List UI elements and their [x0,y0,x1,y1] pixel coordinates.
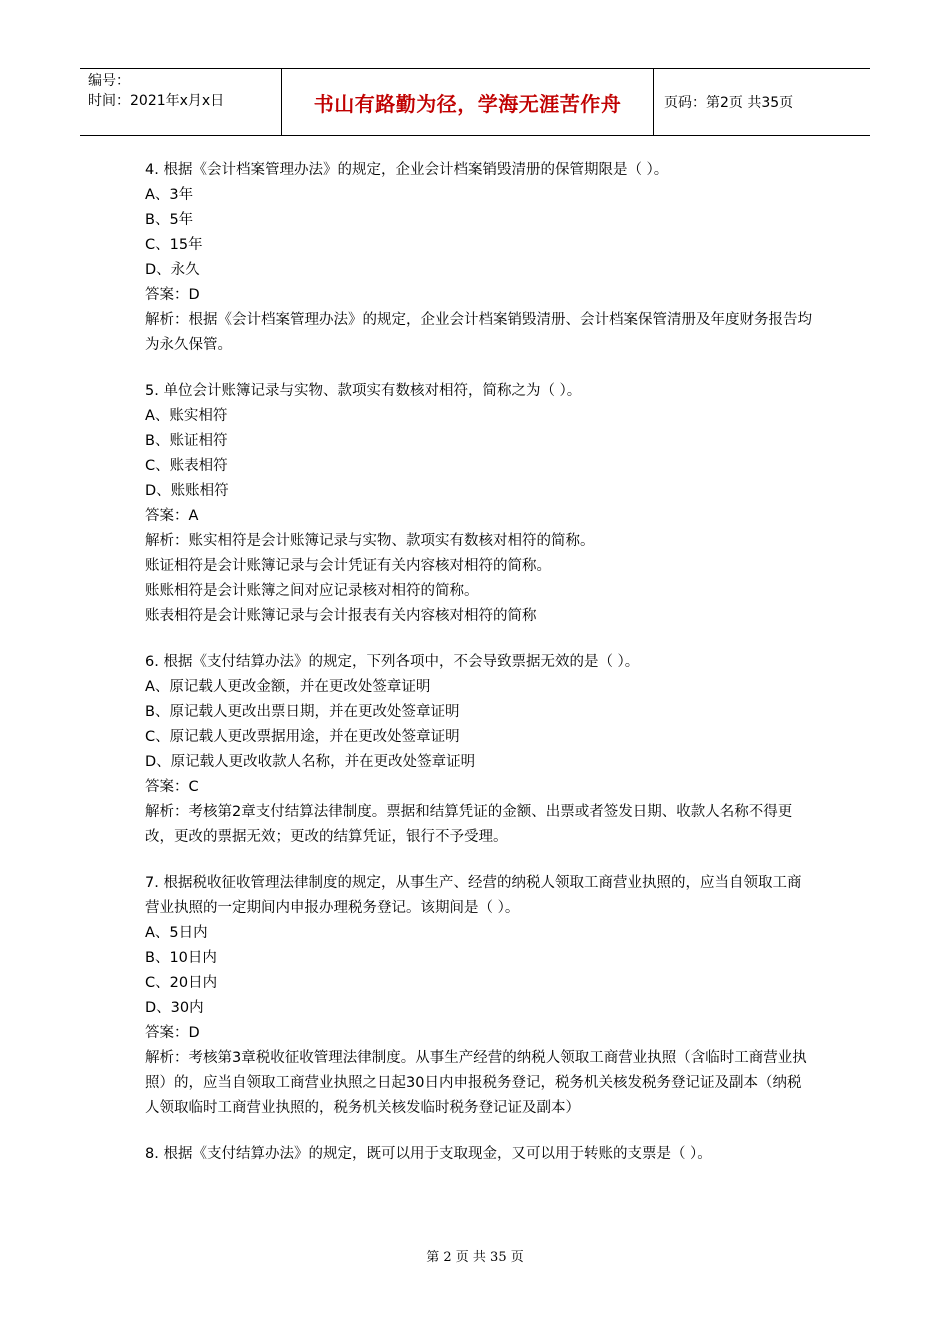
header-meta [80,69,282,135]
question-option: C、20日内 [145,975,218,991]
question-block [145,650,815,850]
question-option: A、3年 [145,187,194,203]
question-option: D、账账相符 [145,483,229,499]
question-option: C、账表相符 [145,458,228,474]
question-block [145,158,815,358]
question-option: B、5年 [145,212,194,228]
question-block [145,379,815,629]
question-option: B、原记载人更改出票日期，并在更改处签章证明 [145,704,460,720]
question-answer: 答案：D [145,1025,200,1041]
question-stem: 4. 根据《会计档案管理办法》的规定，企业会计档案销毁清册的保管期限是（ ）。 [145,162,669,178]
page-header [80,68,870,136]
page-footer: 第 2 页 共 35 页 [426,1250,524,1265]
header-motto-cell [282,69,654,135]
question-option: A、5日内 [145,925,208,941]
question-answer: 答案：D [145,287,200,303]
question-analysis: 解析：根据《会计档案管理办法》的规定，企业会计档案销毁清册、会计档案保管清册及年度财务报告均为永久保管。 [145,312,812,353]
question-analysis: 解析：考核第2章支付结算法律制度。票据和结算凭证的金额、出票或者签发日期、收款人名称不得更改，更改的票据无效；更改的结算凭证，银行不予受理。 [145,804,793,845]
question-option: A、账实相符 [145,408,228,424]
question-stem: 8. 根据《支付结算办法》的规定，既可以用于支取现金，又可以用于转账的支票是（ ）。 [145,1146,712,1162]
question-option: D、30内 [145,1000,204,1016]
header-page-label: 页码：第2页 共35页 [664,95,794,111]
header-page-cell [654,69,870,135]
header-motto: 书山有路勤为径，学海无涯苦作舟 [313,91,622,116]
question-block [145,871,815,1121]
document-body [145,158,815,1188]
question-analysis: 账账相符是会计账簿之间对应记录核对相符的简称。 [145,583,479,599]
question-option: B、账证相符 [145,433,228,449]
question-analysis: 解析：考核第3章税收征收管理法律制度。从事生产经营的纳税人领取工商营业执照（含临时工商营业执照）的，应当自领取工商营业执照之日起30日内申报税务登记，税务机关核发税务登记证及副本（纳税人领取临时工商营业执照的，税务机关核发临时税务登记证及副本） [145,1050,807,1116]
question-analysis: 账证相符是会计账簿记录与会计凭证有关内容核对相符的简称。 [145,558,551,574]
code-label: 编号： [88,73,130,89]
question-analysis: 解析：账实相符是会计账簿记录与实物、款项实有数核对相符的简称。 [145,533,595,549]
question-stem: 7. 根据税收征收管理法律制度的规定，从事生产、经营的纳税人领取工商营业执照的，应当自领取工商营业执照的一定期间内申报办理税务登记。该期间是（ ）。 [145,875,802,916]
question-option: C、原记载人更改票据用途，并在更改处签章证明 [145,729,460,745]
question-option: D、原记载人更改收款人名称，并在更改处签章证明 [145,754,476,770]
question-option: C、15年 [145,237,203,253]
time-label: 时间：2021年x月x日 [88,93,225,109]
question-analysis: 账表相符是会计账簿记录与会计报表有关内容核对相符的简称 [145,608,537,624]
question-option: D、永久 [145,262,200,278]
question-stem: 6. 根据《支付结算办法》的规定，下列各项中，不会导致票据无效的是（ ）。 [145,654,640,670]
question-stem: 5. 单位会计账簿记录与实物、款项实有数核对相符，简称之为（ ）。 [145,383,582,399]
question-option: B、10日内 [145,950,217,966]
question-answer: 答案：A [145,508,199,524]
question-option: A、原记载人更改金额，并在更改处签章证明 [145,679,431,695]
question-block [145,1142,815,1167]
question-answer: 答案：C [145,779,199,795]
